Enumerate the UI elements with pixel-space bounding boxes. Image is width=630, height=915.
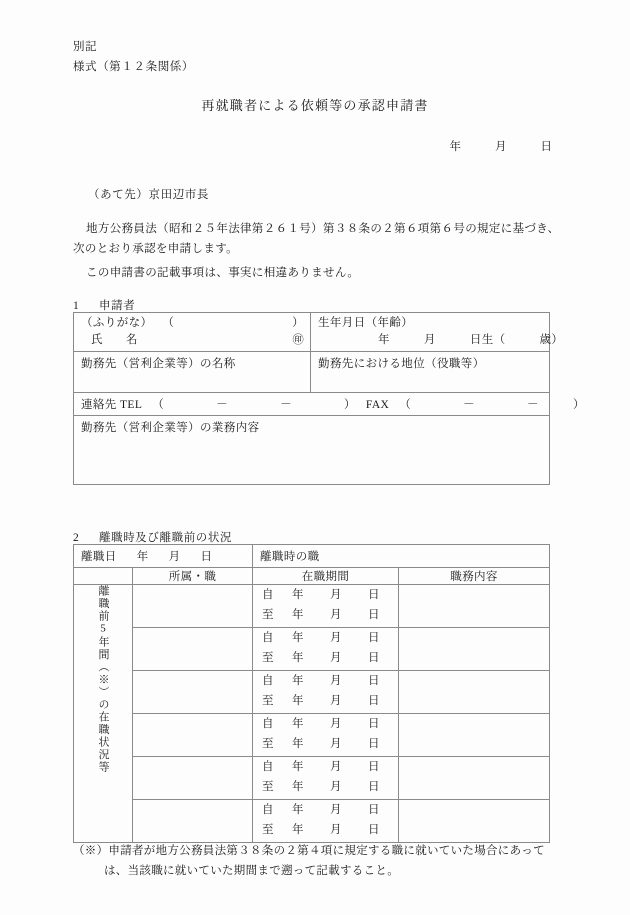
to-month-label: 月: [330, 781, 342, 793]
to-month-label: 月: [330, 738, 342, 750]
period-to-label: 至: [262, 738, 274, 750]
dob-day-label: 日生（: [469, 334, 506, 346]
period-from-line: [253, 714, 398, 734]
period-to-line: [253, 777, 398, 797]
tel-paren-close: ）: [343, 399, 356, 411]
from-month-label: 月: [330, 632, 342, 644]
period-from-line: [253, 757, 398, 777]
cell-period[interactable]: [253, 757, 399, 800]
section-1-title: 申請者: [99, 300, 136, 312]
cell-period[interactable]: [253, 714, 399, 757]
business-content-label: 勤務先（営利企業等）の業務内容: [81, 422, 260, 434]
duties-value: [399, 671, 549, 677]
workplace-position-label: 勤務先における地位（役職等）: [318, 358, 485, 370]
fax-paren-open: （: [399, 399, 412, 411]
contact-fax-label: FAX: [365, 399, 390, 411]
dob-month-label: 月: [423, 334, 436, 346]
cell-vertical-label-spacer: [74, 568, 133, 585]
cell-duties[interactable]: [399, 671, 550, 714]
table-row: [74, 671, 550, 714]
duties-value: [399, 800, 549, 806]
contact-tel-label: 連絡先 TEL: [81, 399, 143, 411]
vertical-section-label-cell: [74, 585, 133, 843]
section-1-number: 1: [73, 300, 80, 312]
from-day-label: 日: [368, 675, 380, 687]
name-line: [81, 332, 304, 349]
tel-paren-open: （: [152, 399, 165, 411]
date-line: [0, 138, 630, 154]
cell-business-content[interactable]: [74, 416, 550, 485]
period-from-line: [253, 800, 398, 820]
table-row: [74, 628, 550, 671]
affiliation-value: [133, 628, 252, 634]
furigana-paren-close: ）: [292, 317, 304, 329]
column-header-duties: 職務内容: [399, 568, 550, 585]
date-month-label: 月: [495, 141, 507, 153]
cell-affiliation[interactable]: [133, 757, 253, 800]
dob-year-label: 年: [378, 334, 390, 346]
to-year-label: 年: [292, 695, 304, 707]
period-to-line: [253, 734, 398, 754]
cell-duties[interactable]: [399, 757, 550, 800]
cell-duties[interactable]: [399, 628, 550, 671]
affiliation-value: [133, 671, 252, 677]
cell-affiliation[interactable]: [133, 800, 253, 843]
furigana-line: [81, 315, 304, 332]
career-history-table: [73, 544, 550, 843]
from-day-label: 日: [368, 632, 380, 644]
seal-icon: ㊞: [292, 334, 304, 346]
fax-dash-2: －: [527, 399, 539, 411]
footnote-line-2: は、当該職に就いていた期間まで遡って記載すること。: [104, 865, 399, 877]
body-paragraph-line-1: 地方公務員法（昭和２５年法律第２６１号）第３８条の２第６項第６号の規定に基づき、: [86, 223, 560, 235]
from-month-label: 月: [330, 589, 342, 601]
from-year-label: 年: [292, 589, 304, 601]
table-row: [74, 393, 550, 416]
cell-duties[interactable]: [399, 585, 550, 628]
to-day-label: 日: [368, 609, 380, 621]
period-from-label: 自: [262, 675, 274, 687]
period-from-line: [253, 628, 398, 648]
to-day-label: 日: [368, 781, 380, 793]
retire-post-label: 離職時の職: [260, 551, 320, 563]
section-1-heading: [73, 297, 135, 313]
cell-duties[interactable]: [399, 714, 550, 757]
cell-affiliation[interactable]: [133, 585, 253, 628]
retire-year-label: 年: [136, 551, 149, 563]
cell-period[interactable]: [253, 628, 399, 671]
name-label: 氏 名: [91, 334, 144, 346]
cell-duties[interactable]: [399, 800, 550, 843]
period-from-label: 自: [262, 718, 274, 730]
cell-contact[interactable]: [74, 393, 585, 416]
table-row: [74, 352, 550, 393]
to-day-label: 日: [368, 824, 380, 836]
section-2-number: 2: [73, 532, 80, 544]
period-to-label: 至: [262, 609, 274, 621]
period-from-label: 自: [262, 761, 274, 773]
section-2-heading: [73, 529, 232, 545]
duties-value: [399, 585, 549, 591]
duties-value: [399, 714, 549, 720]
workplace-name-label: 勤務先（営利企業等）の名称: [81, 358, 236, 370]
furigana-label: （ふりがな）: [81, 317, 153, 329]
affiliation-value: [133, 757, 252, 763]
cell-date-of-birth[interactable]: [311, 313, 564, 352]
period-to-label: 至: [262, 652, 274, 664]
cell-period[interactable]: [253, 671, 399, 714]
cell-affiliation[interactable]: [133, 628, 253, 671]
period-from-label: 自: [262, 632, 274, 644]
retire-date-label: 離職日: [81, 551, 117, 563]
cell-affiliation[interactable]: [133, 714, 253, 757]
period-from-line: [253, 585, 398, 605]
period-to-line: [253, 691, 398, 711]
period-to-label: 至: [262, 781, 274, 793]
from-year-label: 年: [292, 804, 304, 816]
cell-retire-date[interactable]: [74, 545, 253, 568]
to-year-label: 年: [292, 652, 304, 664]
retire-day-label: 日: [200, 551, 213, 563]
body-paragraph-line-2: 次のとおり承認を申請します。: [73, 243, 238, 255]
to-day-label: 日: [368, 652, 380, 664]
cell-period[interactable]: [253, 585, 399, 628]
column-header-period: 在職期間: [253, 568, 399, 585]
period-to-label: 至: [262, 824, 274, 836]
to-year-label: 年: [292, 824, 304, 836]
to-month-label: 月: [330, 652, 342, 664]
from-day-label: 日: [368, 718, 380, 730]
business-content-value: [74, 438, 549, 444]
to-day-label: 日: [368, 738, 380, 750]
from-month-label: 月: [330, 718, 342, 730]
from-day-label: 日: [368, 761, 380, 773]
addressee: （あて先）京田辺市長: [88, 189, 209, 201]
from-year-label: 年: [292, 761, 304, 773]
table-row: [74, 545, 550, 568]
table-row: [74, 585, 550, 628]
from-day-label: 日: [368, 589, 380, 601]
from-year-label: 年: [292, 675, 304, 687]
affiliation-value: [133, 800, 252, 806]
to-year-label: 年: [292, 738, 304, 750]
period-from-line: [253, 671, 398, 691]
period-to-label: 至: [262, 695, 274, 707]
dob-input-line: [318, 332, 564, 349]
retire-month-label: 月: [168, 551, 181, 563]
table-row: [74, 416, 550, 485]
dob-age-label: 歳）: [539, 334, 564, 346]
table-header-row: [74, 568, 550, 585]
fax-paren-close: ）: [572, 399, 585, 411]
from-month-label: 月: [330, 761, 342, 773]
vertical-section-label: 離職前5年間（※）の在職状況等: [97, 585, 109, 774]
period-from-label: 自: [262, 804, 274, 816]
section-2-title: 離職時及び離職前の状況: [99, 532, 233, 544]
to-month-label: 月: [330, 824, 342, 836]
applicant-table: [73, 312, 585, 485]
period-to-line: [253, 648, 398, 668]
table-row: [74, 313, 550, 352]
tel-dash-2: －: [280, 399, 292, 411]
to-year-label: 年: [292, 781, 304, 793]
body-paragraph-line-3: この申請書の記載事項は、事実に相違ありません。: [86, 267, 360, 279]
period-from-label: 自: [262, 589, 274, 601]
appendix-label: 別記: [73, 41, 98, 53]
from-year-label: 年: [292, 718, 304, 730]
form-style-label: 様式（第１２条関係）: [73, 61, 194, 73]
period-to-line: [253, 820, 398, 840]
affiliation-value: [133, 585, 252, 591]
to-month-label: 月: [330, 695, 342, 707]
furigana-paren-open: （: [162, 317, 175, 329]
cell-workplace-name[interactable]: [74, 352, 311, 393]
table-row: [74, 714, 550, 757]
page-title: 再就職者による依頼等の承認申請書: [201, 98, 429, 113]
dob-label: 生年月日（年齢）: [318, 317, 414, 329]
cell-period[interactable]: [253, 800, 399, 843]
footnote-line-1: （※）申請者が地方公務員法第３８条の２第４項に規定する職に就いていた場合にあって: [73, 845, 545, 857]
date-day-label: 日: [540, 141, 552, 153]
date-year-label: 年: [449, 141, 461, 153]
affiliation-value: [133, 714, 252, 720]
from-month-label: 月: [330, 804, 342, 816]
tel-dash-1: －: [216, 399, 229, 411]
from-day-label: 日: [368, 804, 380, 816]
table-row: [74, 757, 550, 800]
fax-dash-1: －: [463, 399, 476, 411]
period-to-line: [253, 605, 398, 625]
table-row: [74, 800, 550, 843]
cell-affiliation[interactable]: [133, 671, 253, 714]
to-year-label: 年: [292, 609, 304, 621]
from-year-label: 年: [292, 632, 304, 644]
to-month-label: 月: [330, 609, 342, 621]
column-header-affiliation: 所属・職: [133, 568, 253, 585]
cell-workplace-position[interactable]: [311, 352, 550, 393]
cell-retire-post[interactable]: [253, 545, 550, 568]
cell-furigana-name[interactable]: [74, 313, 311, 352]
from-month-label: 月: [330, 675, 342, 687]
to-day-label: 日: [368, 695, 380, 707]
duties-value: [399, 757, 549, 763]
duties-value: [399, 628, 549, 634]
